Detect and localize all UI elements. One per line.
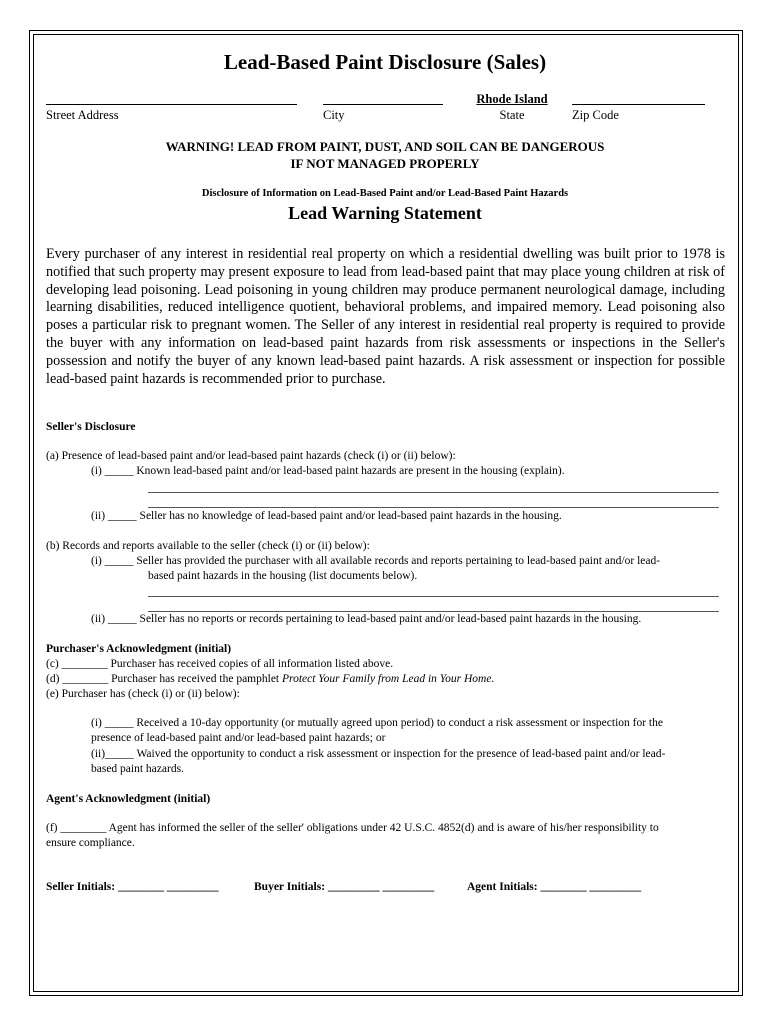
warning-line-2: IF NOT MANAGED PROPERLY (290, 156, 480, 171)
seller-b-i-line-1[interactable]: (i) _____ Seller has provided the purchaser with all available records and reports pertaining to lead-based paint and/or lead- (91, 555, 661, 567)
state-label: State (499, 108, 525, 122)
purchaser-e-i-line-2: presence of lead-based paint and/or lead-based paint hazards; or (91, 732, 386, 744)
seller-initials[interactable]: Seller Initials: ________ _________ (46, 881, 219, 893)
seller-b-intro: (b) Records and reports available to the seller (check (i) or (ii) below): (46, 540, 370, 552)
zip-code-label: Zip Code (572, 108, 619, 122)
seller-a-i[interactable]: (i) _____ Known lead-based paint and/or lead-based paint hazards are present in the housing (explain). (91, 465, 565, 477)
seller-b-documents-line-2[interactable] (148, 611, 719, 612)
agent-ack-heading: Agent's Acknowledgment (initial) (46, 793, 211, 805)
statement-heading: Lead Warning Statement (288, 203, 482, 223)
zip-code-field[interactable] (572, 104, 705, 105)
purchaser-e-intro: (e) Purchaser has (check (i) or (ii) below): (46, 688, 240, 700)
warning-banner (0, 138, 770, 172)
disclosure-heading: Disclosure of Information on Lead-Based Paint and/or Lead-Based Paint Hazards (201, 188, 569, 199)
lead-warning-statement: Every purchaser of any interest in residential real property on which a residential dwelling was built prior to 1978 is notified that such property may present exposure to lead from lead-based paint that may place young children at risk of developing lead poisoning. Lead poisoning in young children may produce permanent neurological damage, including learning disabilities, reduced intelligence quotient, behavioral problems, and impaired memory. Lead poisoning also poses a particular risk to pregnant women. The Seller of any interest in residential real property is required to provide the buyer with any information on lead-based paint hazards from risk assessments or inspections in the Seller's possession and notify the buyer of any known lead-based paint hazards. A risk assessment or inspection for possible lead-based paint hazards is recommended prior to purchase. (46, 246, 725, 387)
page-title: Lead-Based Paint Disclosure (Sales) (223, 50, 547, 74)
seller-b-documents-line-1[interactable] (148, 596, 719, 597)
seller-a-explain-line-2[interactable] (148, 507, 719, 508)
purchaser-d[interactable] (46, 673, 494, 685)
seller-a-explain-line-1[interactable] (148, 492, 719, 493)
sellers-disclosure-heading: Seller's Disclosure (46, 421, 136, 433)
purchaser-ack-heading: Purchaser's Acknowledgment (initial) (46, 643, 232, 655)
state-value: Rhode Island (476, 92, 548, 106)
seller-b-ii[interactable]: (ii) _____ Seller has no reports or records pertaining to lead-based paint and/or lead-based paint hazards in the housing. (91, 613, 642, 625)
seller-a-intro: (a) Presence of lead-based paint and/or lead-based paint hazards (check (i) or (ii) below): (46, 450, 456, 462)
street-address-field[interactable] (46, 104, 297, 105)
purchaser-e-i-line-1[interactable]: (i) _____ Received a 10-day opportunity (or mutually agreed upon period) to conduct a risk assessment or inspection for the (91, 717, 663, 729)
purchaser-e-ii-line-1[interactable]: (ii)_____ Waived the opportunity to conduct a risk assessment or inspection for the presence of lead-based paint and/or lead- (91, 748, 666, 760)
agent-f-line-2: ensure compliance. (46, 837, 135, 849)
seller-a-ii[interactable]: (ii) _____ Seller has no knowledge of lead-based paint and/or lead-based paint hazards in the housing. (91, 510, 562, 522)
buyer-initials[interactable]: Buyer Initials: _________ _________ (254, 881, 435, 893)
city-label: City (323, 108, 345, 122)
agent-f-line-1[interactable]: (f) ________ Agent has informed the seller of the seller' obligations under 42 U.S.C. 4852(d) and is aware of his/her responsibility to (46, 822, 659, 834)
pamphlet-title: Protect Your Family from Lead in Your Home. (282, 673, 495, 685)
purchaser-e-ii-line-2: based paint hazards. (91, 763, 184, 775)
seller-b-i-line-2: based paint hazards in the housing (list documents below). (148, 570, 418, 582)
street-address-label: Street Address (46, 108, 119, 122)
purchaser-d-text: (d) ________ Purchaser has received the pamphlet (46, 673, 282, 685)
purchaser-c[interactable]: (c) ________ Purchaser has received copies of all information listed above. (46, 658, 394, 670)
warning-line-1: WARNING! LEAD FROM PAINT, DUST, AND SOIL CAN BE DANGEROUS (165, 139, 605, 154)
agent-initials[interactable]: Agent Initials: ________ _________ (467, 881, 642, 893)
city-field[interactable] (323, 104, 443, 105)
